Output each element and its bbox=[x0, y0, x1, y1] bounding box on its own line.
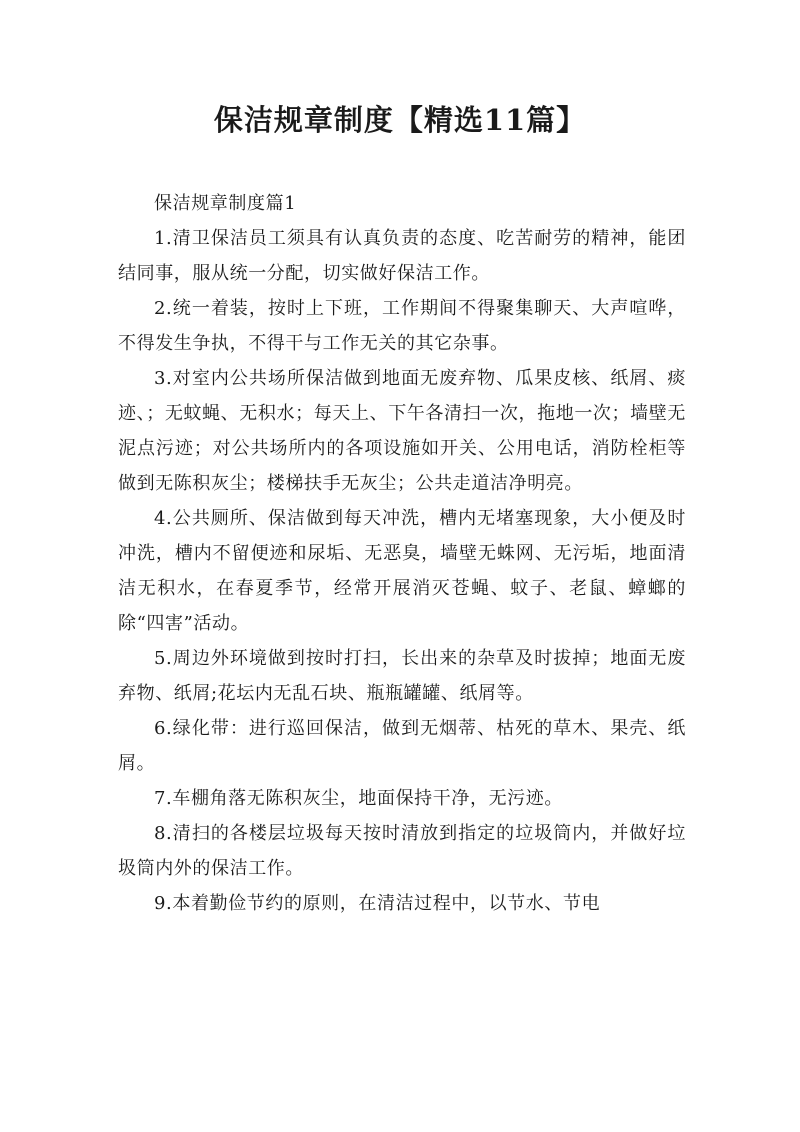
paragraph-3: 3.对室内公共场所保洁做到地面无废弃物、瓜果皮核、纸屑、痰迹、；无蚊蝇、无积水；每天上、下午各清扫一次，拖地一次；墙壁无泥点污迹；对公共场所内的各项设施如开关、公用电话，消防栓柜等做到无陈积灰尘；楼梯扶手无灰尘；公共走道洁净明亮。 bbox=[118, 368, 686, 494]
paragraph-8: 8.清扫的各楼层垃圾每天按时清放到指定的垃圾筒内，并做好垃圾筒内外的保洁工作。 bbox=[118, 823, 686, 879]
document-title: 保洁规章制度【精选11篇】 bbox=[213, 103, 587, 137]
paragraph-1: 1.清卫保洁员工须具有认真负责的态度、吃苦耐劳的精神，能团结同事，服从统一分配，切实做好保洁工作。 bbox=[118, 228, 686, 284]
document-body bbox=[118, 186, 686, 921]
paragraph-4: 4.公共厕所、保洁做到每天冲洗，槽内无堵塞现象，大小便及时冲洗，槽内不留便迹和尿垢、无恶臭，墙壁无蛛网、无污垢，地面清洁无积水，在春夏季节，经常开展消灭苍蝇、蚊子、老鼠、蟑螂的除“四害”活动。 bbox=[118, 508, 686, 634]
paragraph-6: 6.绿化带：进行巡回保洁，做到无烟蒂、枯死的草木、果壳、纸屑。 bbox=[118, 718, 686, 774]
paragraph-7: 7.车棚角落无陈积灰尘，地面保持干净，无污迹。 bbox=[154, 788, 563, 809]
section-heading: 保洁规章制度篇1 bbox=[154, 193, 297, 214]
paragraph-9: 9.本着勤俭节约的原则，在清洁过程中，以节水、节电 bbox=[154, 893, 601, 914]
paragraph-2: 2.统一着装，按时上下班，工作期间不得聚集聊天、大声喧哗，不得发生争执，不得干与工作无关的其它杂事。 bbox=[118, 298, 686, 354]
paragraph-5: 5.周边外环境做到按时打扫，长出来的杂草及时拔掉；地面无废弃物、纸屑;花坛内无乱石块、瓶瓶罐罐、纸屑等。 bbox=[118, 648, 686, 704]
